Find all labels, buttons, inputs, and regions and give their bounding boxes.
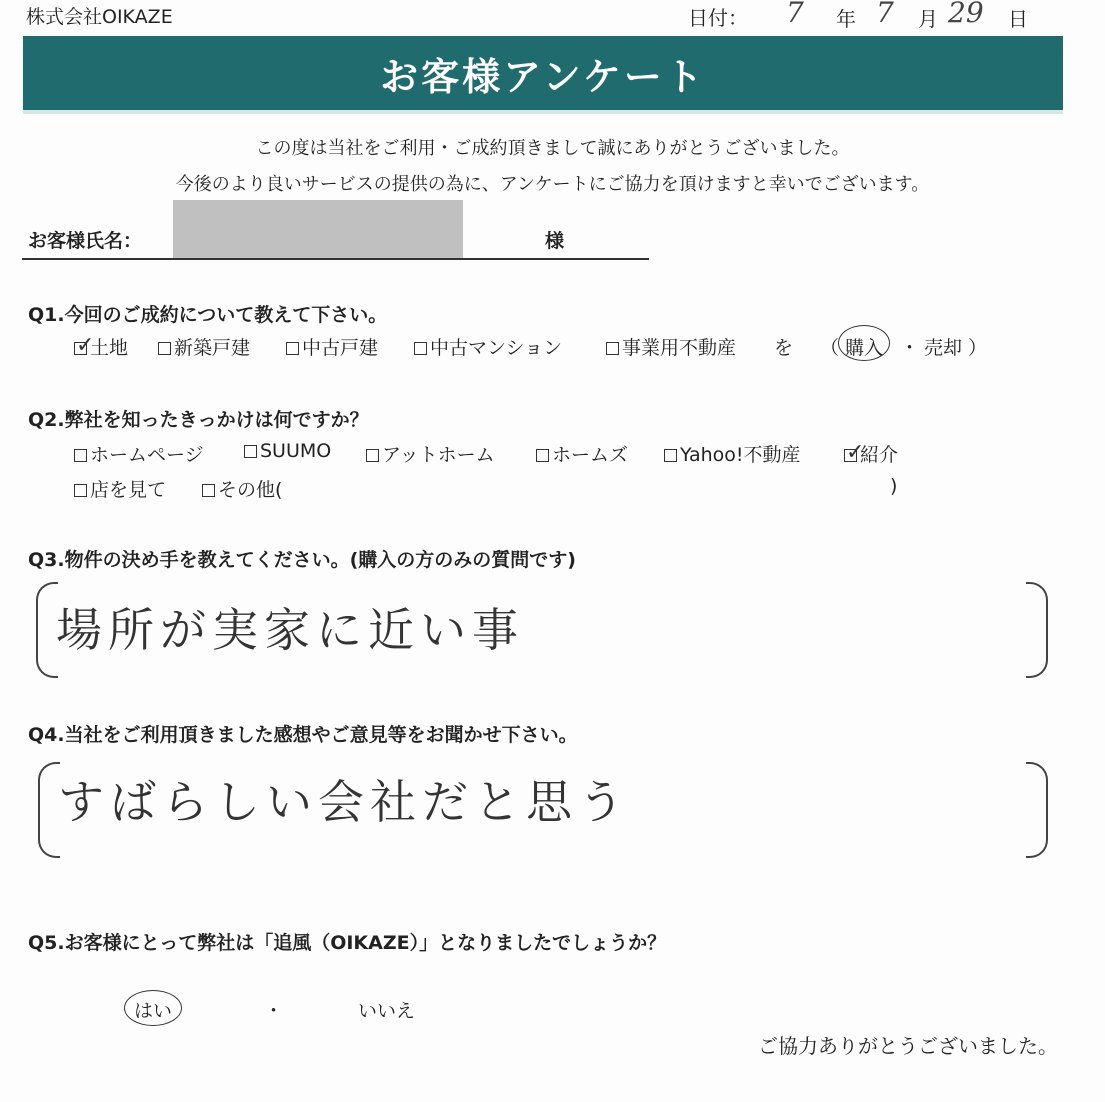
q1-paren-close: ） (968, 337, 988, 359)
q2-other-close-paren: ) (890, 475, 898, 497)
date-label: 日付： (688, 6, 748, 30)
check-mark-icon: ✓ (846, 440, 865, 465)
intro-line-2: 今後のより良いサービスの提供の為に、アンケートにご協力を頂けますと幸いでございます。 (175, 174, 930, 195)
q1-separator: ・ (900, 337, 920, 359)
date-month-value: 7 (876, 0, 894, 29)
date-year-value: 7 (786, 0, 804, 29)
q2-option-referral[interactable]: ✓ 紹介 (846, 440, 899, 466)
circled-choice-mark (838, 325, 890, 361)
q2-option-suumo[interactable]: SUUMO (244, 440, 331, 462)
circled-yes-mark (124, 990, 182, 1026)
survey-title: お客様アンケート (380, 54, 706, 99)
q4-question: Q4.当社をご利用頂きました感想やご意見等をお聞かせ下さい。 (28, 724, 578, 746)
thanks-message: ご協力ありがとうございました。 (758, 1034, 1058, 1058)
name-underline (22, 258, 649, 260)
intro-line-1: この度は当社をご利用・ご成約頂きまして誠にありがとうございました。 (255, 138, 850, 159)
checkbox[interactable] (202, 484, 215, 497)
q5-question: Q5.お客様にとって弊社は「追風（OIKAZE）」となりましたでしょうか？ (28, 932, 667, 954)
q1-question: Q1.今回のご成約について教えて下さい。 (28, 304, 388, 326)
q1-option-new-house[interactable]: 新築戸建 (158, 333, 250, 360)
date-year-unit: 年 (836, 7, 856, 31)
checkbox-checked[interactable] (74, 333, 95, 358)
q5-answer-yes[interactable]: はい (134, 1000, 173, 1022)
redacted-name-block (173, 200, 463, 258)
q1-option-used-condo[interactable]: 中古マンション (414, 333, 562, 360)
checkbox[interactable] (74, 484, 87, 497)
q5-answer-no[interactable]: いいえ (358, 1000, 416, 1022)
checkbox[interactable] (286, 342, 299, 355)
q1-choice-buy[interactable]: 購入 (845, 337, 884, 359)
q2-option-homepage[interactable]: ホームページ (74, 440, 204, 467)
q2-option-store[interactable]: 店を見て (74, 475, 166, 502)
date-day-value: 29 (948, 0, 984, 29)
q4-answer-bracket-right (1026, 762, 1048, 858)
checkbox[interactable] (536, 449, 549, 462)
q1-option-used-house[interactable]: 中古戸建 (286, 333, 378, 360)
title-banner (23, 36, 1063, 114)
checkbox[interactable] (244, 445, 257, 458)
company-name: 株式会社OIKAZE (26, 6, 173, 28)
q3-answer-bracket-right (1026, 582, 1048, 678)
q5-separator: ・ (264, 1000, 284, 1022)
checkbox[interactable] (366, 449, 379, 462)
q3-question: Q3.物件の決め手を教えてください。(購入の方のみの質問です) (28, 549, 576, 571)
q3-handwritten-answer[interactable]: 場所が実家に近い事 (56, 603, 524, 657)
check-mark-icon: ✓ (76, 333, 95, 358)
q3-answer-bracket-left (36, 582, 58, 678)
date-day-unit: 日 (1008, 7, 1028, 31)
q4-answer-bracket-left (38, 762, 60, 858)
q1-paren-open: （ (820, 337, 840, 359)
q1-choice-sell[interactable]: 売却 (924, 337, 963, 359)
q2-option-yahoo[interactable]: Yahoo!不動産 (664, 440, 801, 467)
checkbox[interactable] (606, 342, 619, 355)
q1-connector: を (774, 337, 794, 359)
q2-option-homes[interactable]: ホームズ (536, 440, 628, 467)
honorific-label: 様 (545, 230, 565, 252)
checkbox[interactable] (158, 342, 171, 355)
q1-option-land[interactable]: ✓ 土地 (76, 333, 129, 359)
q1-option-commercial[interactable]: 事業用不動産 (606, 333, 736, 360)
q2-option-other[interactable]: その他( (202, 475, 282, 502)
checkbox-checked[interactable] (844, 440, 865, 465)
checkbox[interactable] (74, 449, 87, 462)
q2-option-athome[interactable]: アットホーム (366, 440, 495, 467)
date-month-unit: 月 (918, 7, 938, 31)
q4-handwritten-answer[interactable]: すばらしい会社だと思う (58, 775, 630, 829)
q2-question: Q2.弊社を知ったきっかけは何ですか？ (28, 409, 369, 431)
checkbox[interactable] (414, 342, 427, 355)
customer-name-label: お客様氏名： (28, 230, 143, 252)
checkbox[interactable] (664, 449, 677, 462)
